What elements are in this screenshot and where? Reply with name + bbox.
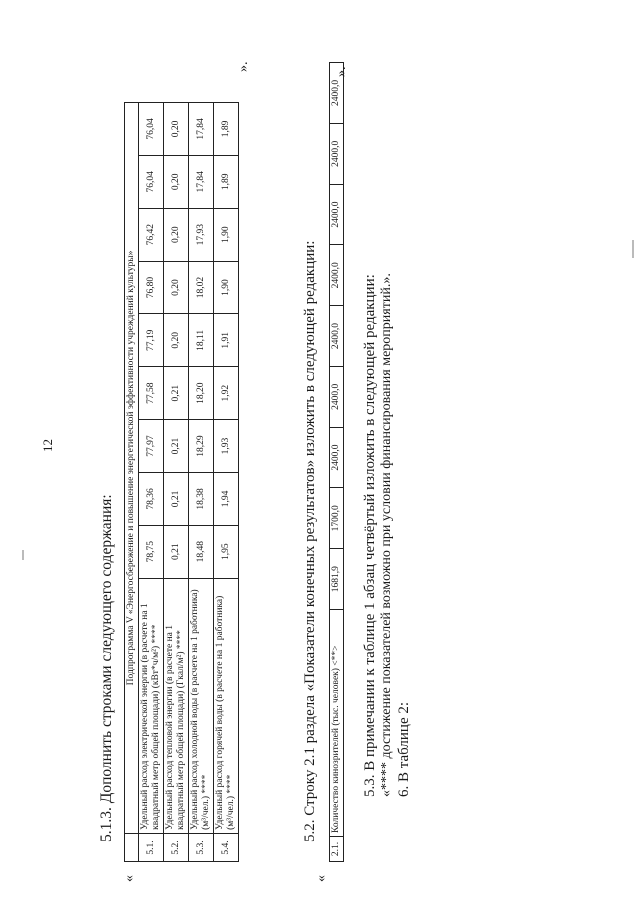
table-cell: 0,21 <box>164 367 189 420</box>
table-cell: 76,42 <box>139 208 164 261</box>
table-cell: 18,48 <box>189 525 214 578</box>
table-cell: 1,89 <box>214 103 239 156</box>
indicator-name: Удельный расход холодной воды (в расчете на 1 работника) (м³/чел.) **** <box>189 578 214 833</box>
row-number: 5.2. <box>164 833 189 861</box>
table-cell: 1,95 <box>214 525 239 578</box>
page-number: 12 <box>40 439 55 452</box>
table-cell: 17,84 <box>189 155 214 208</box>
item-5-3-text: 5.3. В примечании к таблице 1 абзац четвёртый изложить в следующей редакции: <box>362 274 378 797</box>
table-cell: 78,75 <box>139 525 164 578</box>
table-cell-empty <box>125 833 139 861</box>
scan-mark <box>632 240 634 258</box>
table-cell: 1681,9 <box>330 549 344 610</box>
table-cell: 0,20 <box>164 103 189 156</box>
footnote-text: «**** достижение показателей возможно при условии финансирования мероприятий.». <box>379 273 394 797</box>
table-cell: 1,91 <box>214 314 239 367</box>
table-cell: 76,80 <box>139 261 164 314</box>
row-number: 5.1. <box>139 833 164 861</box>
table-cell: 1700,0 <box>330 488 344 549</box>
table-cell: 2400,0 <box>330 306 344 367</box>
table-cell: 17,84 <box>189 103 214 156</box>
table-row <box>125 103 139 862</box>
table-cell: 0,20 <box>164 261 189 314</box>
table-cell: 18,02 <box>189 261 214 314</box>
final-results-table <box>329 62 344 862</box>
table-cell: 2400,0 <box>330 245 344 306</box>
table-cell: 0,21 <box>164 525 189 578</box>
table-cell: 76,04 <box>139 155 164 208</box>
table-cell: 1,94 <box>214 472 239 525</box>
table-cell: 1,90 <box>214 208 239 261</box>
indicator-name: Удельный расход электрической энергии (в расчете на 1 квадратный метр общей площади) (кВт*ч/м²) **** <box>139 578 164 833</box>
table-cell: 18,20 <box>189 367 214 420</box>
indicator-name: Удельный расход горячей воды (в расчете на 1 работника) (м³/чел.) **** <box>214 578 239 833</box>
table-cell: 2400,0 <box>330 366 344 427</box>
row-number: 2.1. <box>330 837 344 862</box>
table-cell: 0,20 <box>164 155 189 208</box>
quote-open: « <box>314 875 329 882</box>
table-cell: 18,29 <box>189 420 214 473</box>
table-cell: 18,38 <box>189 472 214 525</box>
table-row <box>139 103 164 862</box>
table-cell: 17,93 <box>189 208 214 261</box>
table-cell: 0,20 <box>164 208 189 261</box>
scan-mark <box>22 550 24 560</box>
table-row <box>189 103 214 862</box>
table-cell: 2400,0 <box>330 63 344 124</box>
table-cell: 0,21 <box>164 420 189 473</box>
table-cell: 76,04 <box>139 103 164 156</box>
table-cell: 77,19 <box>139 314 164 367</box>
section-heading-5-1-3: 5.1.3. Дополнить строками следующего содержания: <box>98 494 115 842</box>
table-cell: 2400,0 <box>330 427 344 488</box>
table-cell: 18,11 <box>189 314 214 367</box>
subprogram-title: Подпрограмма V «Энергосбережение и повышение энергетической эффективности учреждений культуры» <box>125 103 139 834</box>
row-number: 5.3. <box>189 833 214 861</box>
table-cell: 77,97 <box>139 420 164 473</box>
table-cell: 77,58 <box>139 367 164 420</box>
table-cell: 1,89 <box>214 155 239 208</box>
table-cell: 2400,0 <box>330 123 344 184</box>
table-cell: 2400,0 <box>330 184 344 245</box>
indicator-name: Удельный расход тепловой энергии (в расчете на 1 квадратный метр общей площади) (Гкал/м²) **** <box>164 578 189 833</box>
item-5-2-text: 5.2. Строку 2.1 раздела «Показатели конечных результатов» изложить в следующей редакции: <box>302 240 318 842</box>
table-cell: 0,20 <box>164 314 189 367</box>
quote-open: « <box>122 875 137 882</box>
item-6-text: 6. В таблице 2: <box>396 701 412 797</box>
row-number: 5.4. <box>214 833 239 861</box>
energy-indicators-table <box>124 102 239 862</box>
quote-close: ». <box>236 61 251 72</box>
rotated-page-content <box>40 2 600 902</box>
table-cell: 78,36 <box>139 472 164 525</box>
table-row <box>164 103 189 862</box>
table-cell: 1,90 <box>214 261 239 314</box>
table-cell: 1,93 <box>214 420 239 473</box>
table-cell: 1,92 <box>214 367 239 420</box>
quote-close: ». <box>334 66 349 77</box>
indicator-name: Количество кинозрителей (тыс. человек) <**> <box>330 610 344 837</box>
table-row <box>214 103 239 862</box>
table-row <box>330 63 344 862</box>
table-cell: 0,21 <box>164 472 189 525</box>
